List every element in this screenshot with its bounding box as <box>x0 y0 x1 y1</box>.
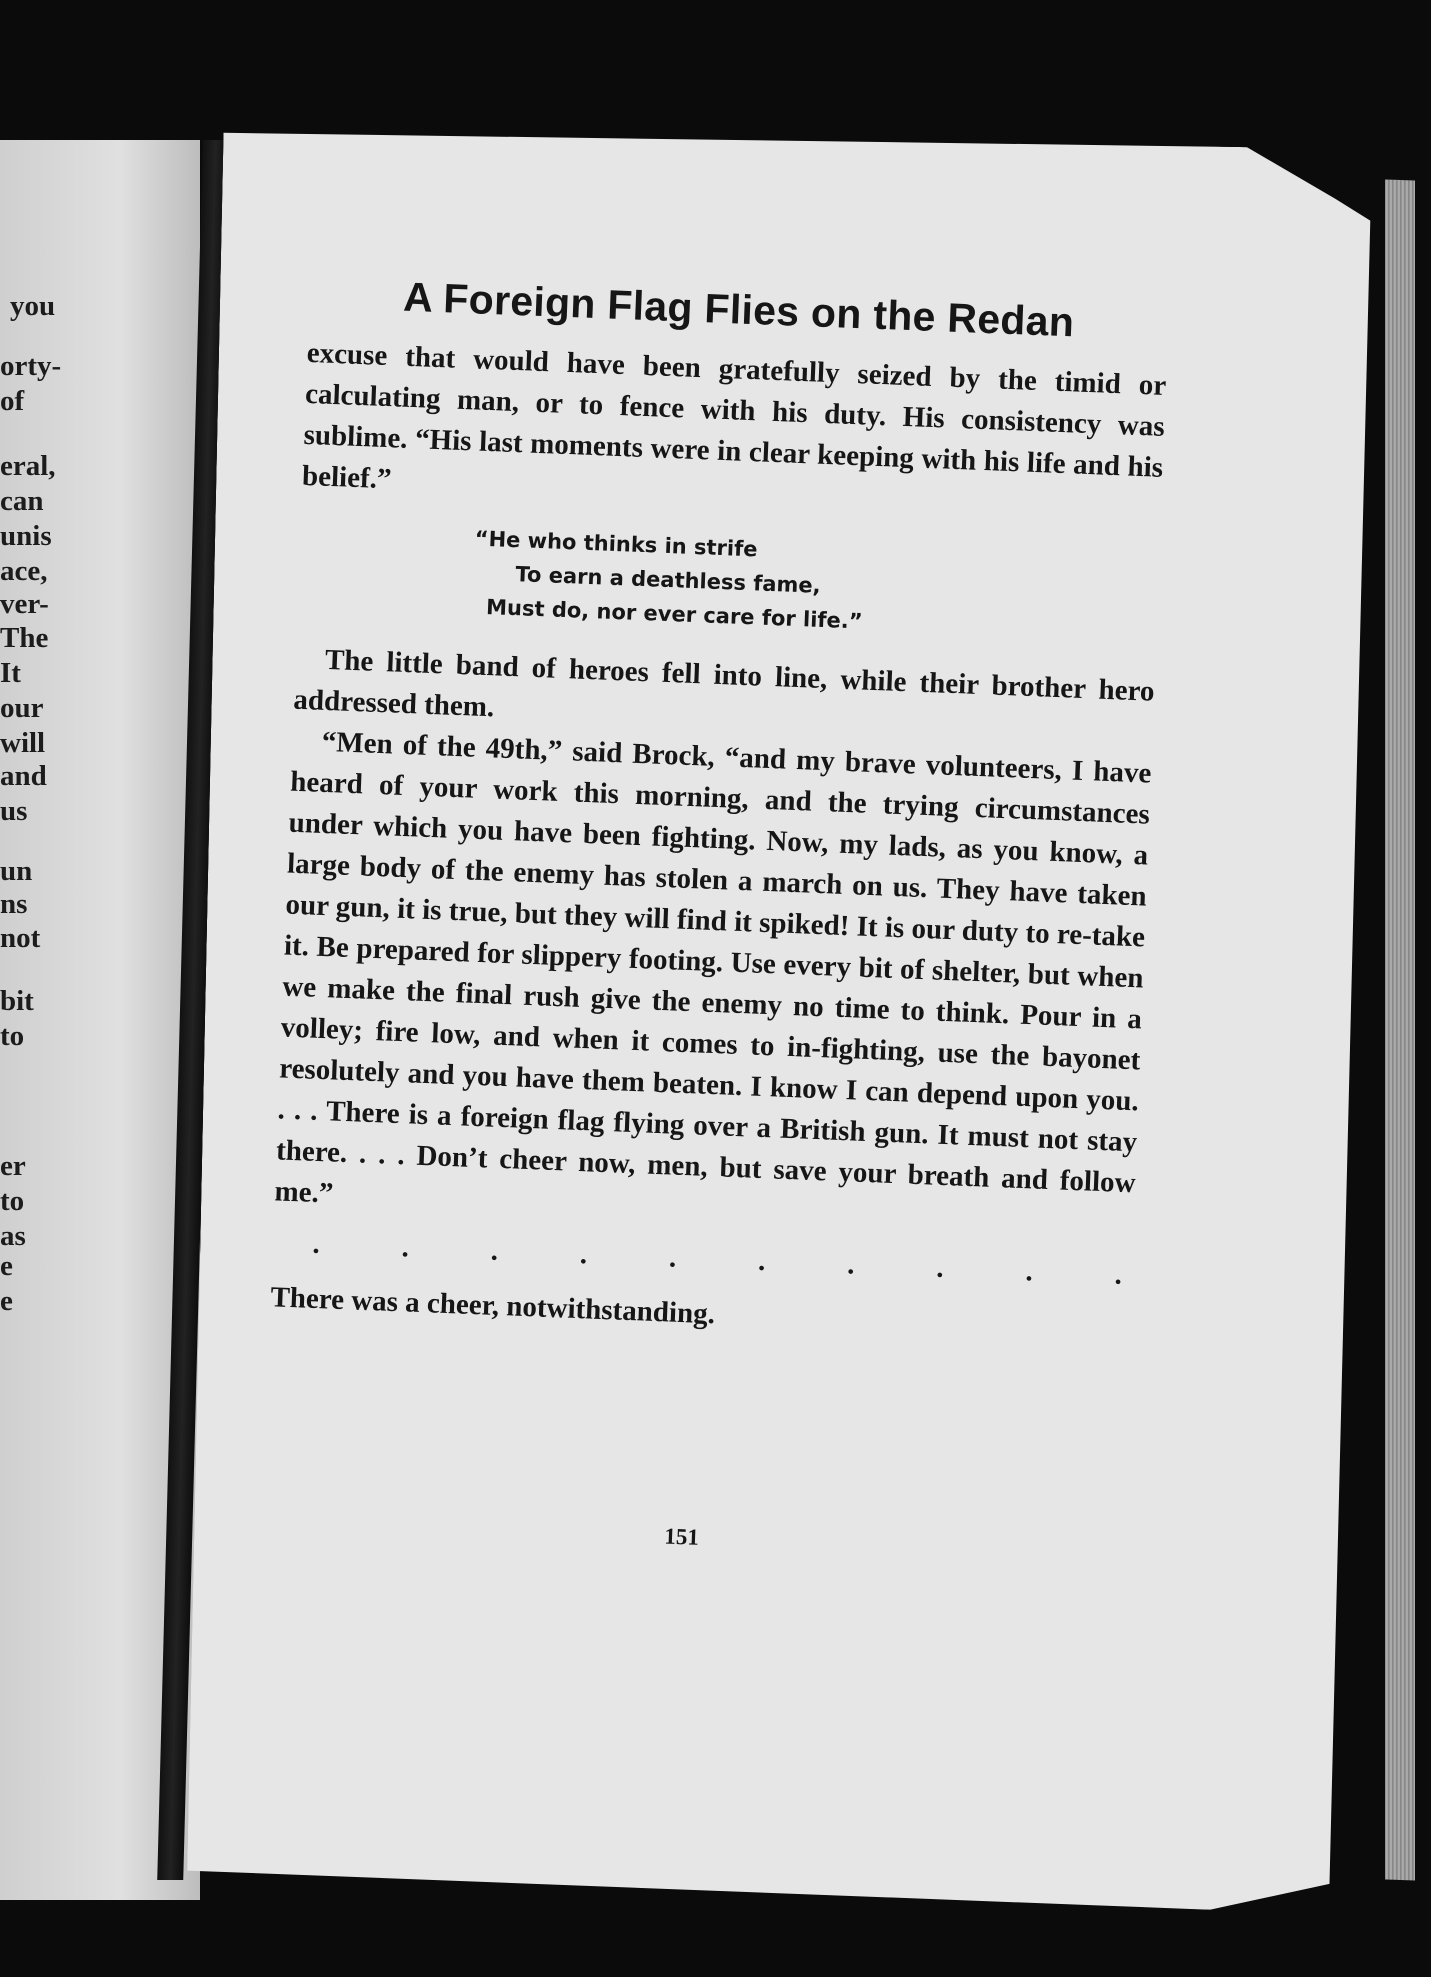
page-content <box>261 270 1169 1567</box>
left-page-fragment: as <box>0 1220 26 1252</box>
paragraph-3: “Men of the 49th,” said Brock, “and my brave volunteers, I have heard of your work this morning, and the trying circumstances under which you have been fighting. Now, my lads, as you know, a large body of the enemy has stolen a march on us. They have taken our gun, it is true, but they will find it spiked! It is our duty to re-take it. Be prepared for slippery footing. Use every bit of shelter, but when we make the final rush give the enemy no time to think. Pour in a volley; fire low, and when it comes to in-fighting, use the bayonet resolutely and you have them beaten. I know I can depend upon you. . . . There is a foreign flag flying over a British gun. It must not stay there. . . . Don’t cheer now, men, but save your breath and follow me.” <box>273 725 1152 1210</box>
separator-dot: . <box>1114 1258 1123 1291</box>
left-page-fragment: eral, <box>0 450 56 482</box>
left-page-fragment: to <box>0 1185 25 1217</box>
left-page-fragment: un <box>0 855 33 887</box>
paragraph-4: There was a cheer, notwithstanding. <box>269 1281 716 1331</box>
poem-line-3: Must do, nor ever care for life.” <box>485 595 864 634</box>
separator-dot: . <box>846 1248 856 1281</box>
left-page-fragment: us <box>0 795 28 827</box>
left-page-fragment: ns <box>0 888 28 920</box>
poem-line-2: To earn a deathless fame, <box>515 562 822 598</box>
separator-dot: . <box>401 1231 410 1264</box>
left-page-fragment: can <box>0 485 44 517</box>
left-page-fragment: to <box>0 1020 25 1052</box>
poem-line-1: “He who thinks in strife <box>474 526 758 562</box>
page-edges <box>1385 179 1415 1880</box>
separator-dot: . <box>312 1227 321 1261</box>
left-page-fragment: of <box>0 385 25 417</box>
left-page-fragment: not <box>0 922 41 954</box>
left-page-fragment: It <box>0 657 21 689</box>
left-page-fragment: and <box>0 760 47 792</box>
left-page-fragment: orty- <box>0 350 62 382</box>
left-page-fragment: will <box>0 727 46 759</box>
left-page-fragment: The <box>0 622 49 654</box>
page-title: A Foreign Flag Flies on the Redan <box>402 273 1076 346</box>
left-page-fragment: you <box>10 290 56 322</box>
left-page-fragment: our <box>0 692 44 724</box>
separator-dot: . <box>1024 1255 1034 1288</box>
separator-dot: . <box>668 1241 677 1274</box>
left-page-fragment: ace, <box>0 555 48 587</box>
separator-dot: . <box>579 1238 588 1271</box>
left-page-fragment: e <box>0 1285 13 1317</box>
separator-dot: . <box>490 1234 499 1267</box>
paragraph-2: The little band of heroes fell into line, while their brother hero addressed them. <box>292 643 1156 724</box>
left-page-fragment: ver- <box>0 588 49 620</box>
left-page-fragment: unis <box>0 520 52 552</box>
left-page-fragment: e <box>0 1250 13 1282</box>
page-number: 151 <box>663 1523 700 1550</box>
left-page-fragment: er <box>0 1150 26 1182</box>
separator-dot: . <box>935 1251 945 1285</box>
separator-dot: . <box>757 1244 767 1278</box>
paragraph-1: excuse that would have been gratefully seized by the timid or calculating man, or to fence with his duty. His consistency was sublime. “His last moments were in clear keeping with his life and his belief.” <box>301 336 1167 496</box>
left-page-fragment: bit <box>0 985 34 1017</box>
poem-quote <box>472 522 1160 650</box>
